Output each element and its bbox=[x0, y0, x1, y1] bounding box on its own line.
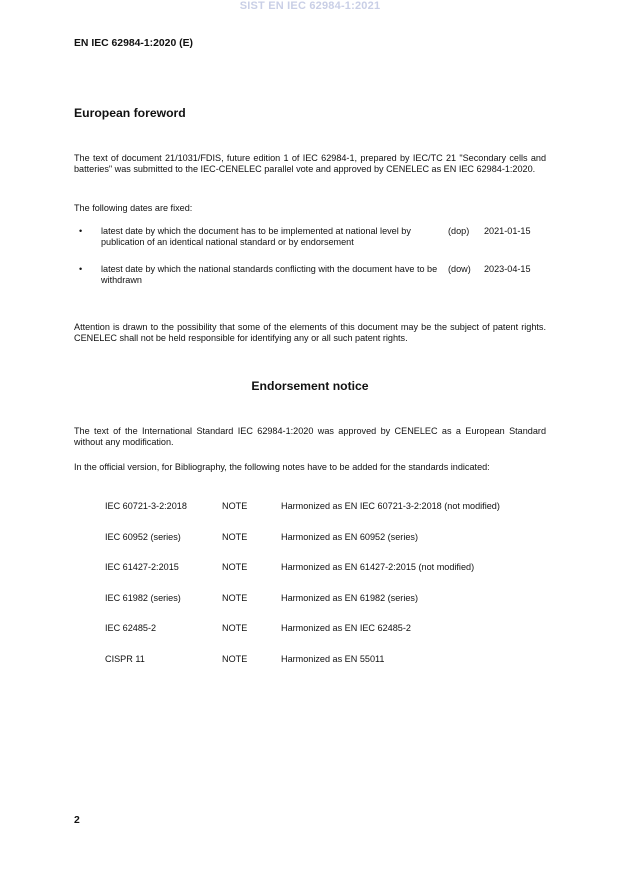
bibliography-notes-table bbox=[105, 498, 500, 681]
watermark: SIST EN IEC 62984-1:2021 bbox=[239, 0, 381, 12]
table-row bbox=[105, 590, 500, 621]
harmonized-cell: Harmonized as EN 61982 (series) bbox=[281, 592, 418, 603]
harmonized-cell: Harmonized as EN IEC 60721-3-2:2018 (not modified) bbox=[281, 501, 500, 511]
standard-cell: IEC 60721-3-2:2018 bbox=[105, 501, 187, 511]
foreword-intro-paragraph: The text of document 21/1031/FDIS, future edition 1 of IEC 62984-1, prepared by IEC/TC 21 "Secondary cells and batteries" was submitted to the IEC-CENELEC parallel vote and approved by CENELEC as EN IEC 62984-1:2020. bbox=[74, 153, 546, 174]
note-label-cell: NOTE bbox=[222, 653, 248, 664]
patent-attention-paragraph: Attention is drawn to the possibility that some of the elements of this document may be the subject of patent rights. CENELEC shall not be held responsible for identifying any or all such patent rights. bbox=[74, 322, 546, 343]
official-version-paragraph: In the official version, for Bibliography, the following notes have to be added for the standards indicated: bbox=[74, 462, 490, 472]
date-description: latest date by which the national standards conflicting with the document have to be withdrawn bbox=[101, 264, 438, 285]
endorsement-heading: Endorsement notice bbox=[251, 379, 369, 393]
page-number: 2 bbox=[74, 815, 80, 826]
standard-cell: IEC 60952 (series) bbox=[105, 531, 181, 542]
harmonized-cell: Harmonized as EN 61427-2:2015 (not modified) bbox=[281, 562, 475, 572]
note-label-cell: NOTE bbox=[222, 531, 248, 542]
harmonized-cell: Harmonized as EN 55011 bbox=[281, 653, 385, 664]
dates-intro-paragraph: The following dates are fixed: bbox=[74, 203, 193, 213]
standard-cell: CISPR 11 bbox=[105, 653, 145, 664]
note-label-cell: NOTE bbox=[222, 501, 248, 511]
foreword-heading: European foreword bbox=[74, 106, 186, 120]
standard-cell: IEC 62485-2 bbox=[105, 623, 157, 633]
note-label-cell: NOTE bbox=[222, 623, 248, 633]
bullet-icon: • bbox=[79, 264, 83, 274]
date-code: (dow) bbox=[448, 264, 471, 274]
date-code: (dop) bbox=[448, 226, 470, 236]
date-value: 2021-01-15 bbox=[484, 226, 531, 236]
standard-cell: IEC 61982 (series) bbox=[105, 592, 181, 603]
list-item bbox=[74, 226, 546, 252]
date-value: 2023-04-15 bbox=[484, 264, 531, 274]
table-row bbox=[105, 559, 500, 590]
standard-cell: IEC 61427-2:2015 bbox=[105, 562, 179, 572]
table-row bbox=[105, 620, 500, 651]
document-header: EN IEC 62984-1:2020 (E) bbox=[74, 38, 193, 49]
table-row bbox=[105, 651, 500, 682]
table-row bbox=[105, 529, 500, 560]
endorsement-paragraph: The text of the International Standard IEC 62984-1:2020 was approved by CENELEC as a European Standard without any modification. bbox=[74, 426, 546, 447]
list-item bbox=[74, 264, 546, 290]
bullet-icon: • bbox=[79, 226, 83, 236]
date-description: latest date by which the document has to be implemented at national level by publication of an identical national standard or by endorsement bbox=[101, 226, 411, 247]
table-row bbox=[105, 498, 500, 529]
harmonized-cell: Harmonized as EN 60952 (series) bbox=[281, 531, 418, 542]
note-label-cell: NOTE bbox=[222, 592, 248, 603]
note-label-cell: NOTE bbox=[222, 562, 248, 572]
harmonized-cell: Harmonized as EN IEC 62485-2 bbox=[281, 623, 411, 633]
